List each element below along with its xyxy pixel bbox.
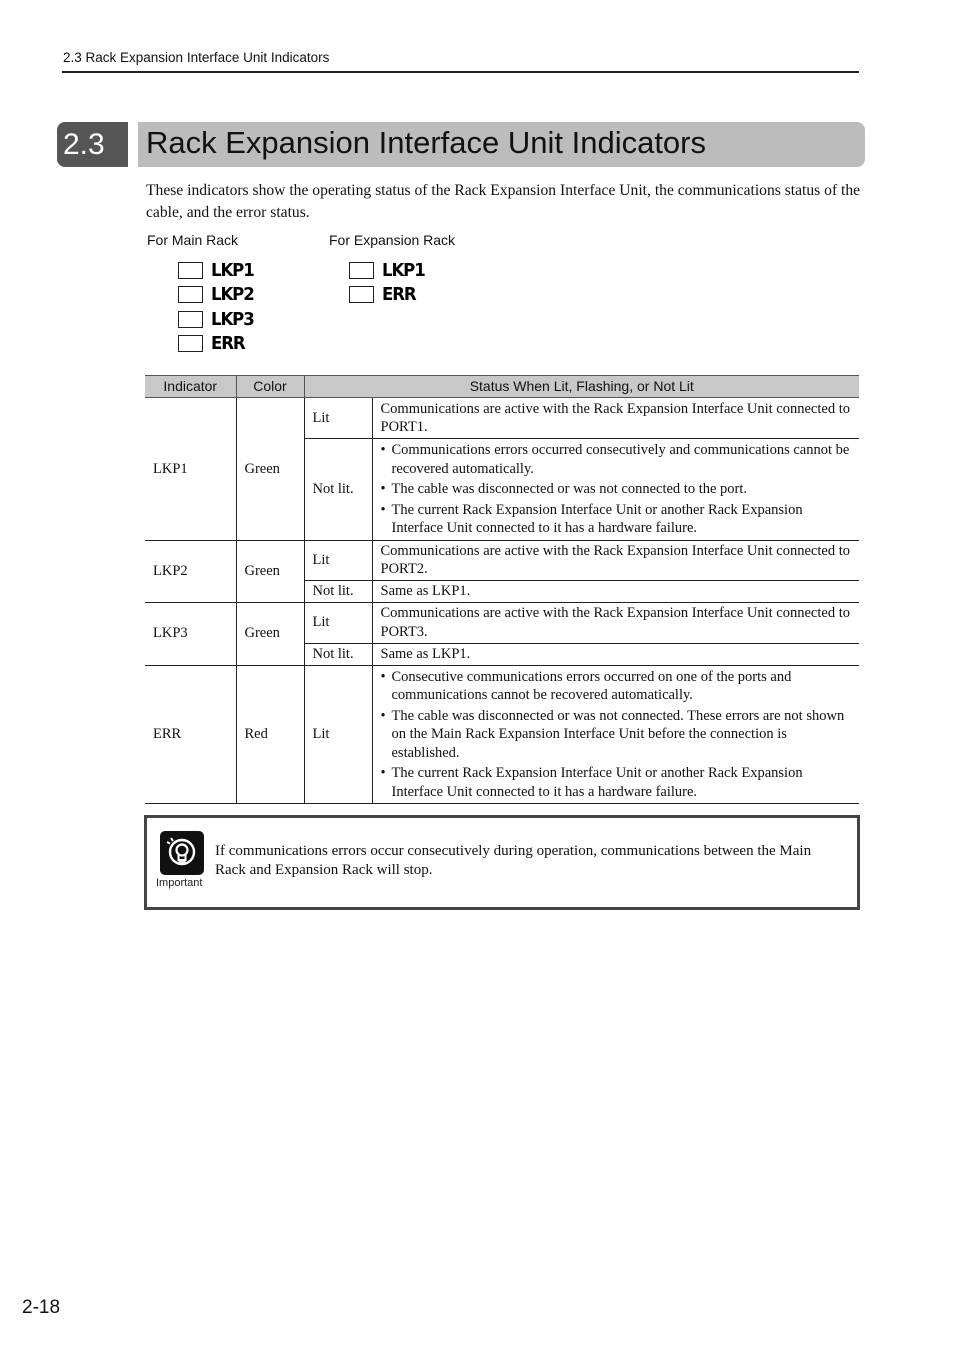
cell-status: Communications are active with the Rack Expansion Interface Unit connected to PORT1. [372,398,859,439]
important-note [144,815,860,910]
cell-status: Communications are active with the Rack Expansion Interface Unit connected to PORT2. [372,540,859,580]
cell-state: Not lit. [304,439,372,541]
cell-color: Green [236,540,304,602]
table-header-row [145,376,859,398]
indicator-label: LKP1 [382,259,425,281]
column-header-color: Color [236,376,304,398]
list-item: • Communications errors occurred consecutively and communications cannot be recovered automatically. [381,441,852,478]
list-item: • Consecutive communications errors occurred on one of the ports and communications cannot be recovered automatically. [381,668,852,705]
cell-indicator: LKP2 [145,540,236,602]
column-header-status: Status When Lit, Flashing, or Not Lit [304,376,859,398]
indicator-box [349,286,374,303]
list-item: • The cable was disconnected or was not connected to the port. [381,480,852,499]
intro-paragraph: These indicators show the operating status of the Rack Expansion Interface Unit, the communications status of the cable, and the error status. [146,182,861,221]
indicator-lamp [349,258,428,283]
indicator-label: LKP2 [211,284,254,306]
main-rack-heading: For Main Rack [147,232,239,248]
cell-indicator: ERR [145,665,236,804]
section-title: Rack Expansion Interface Unit Indicators [146,125,706,160]
running-header: 2.3 Rack Expansion Interface Unit Indicators [63,50,330,65]
cell-status [372,665,859,804]
expansion-rack-indicators [349,258,428,307]
list-item: • The current Rack Expansion Interface Unit or another Rack Expansion Interface Unit connected to it has a hardware failure. [381,501,852,538]
indicator-label: ERR [382,284,416,306]
cell-state: Not lit. [304,580,372,602]
indicator-status-table [145,375,859,804]
cell-color: Green [236,602,304,665]
indicator-box [178,262,203,279]
table-row [145,540,859,580]
cell-status: Same as LKP1. [372,643,859,665]
cell-color: Green [236,398,304,541]
cell-state: Lit [304,540,372,580]
indicator-label: LKP1 [211,259,254,281]
indicator-label: LKP3 [211,308,254,330]
list-item: • The current Rack Expansion Interface Unit or another Rack Expansion Interface Unit connected to it has a hardware failure. [381,764,852,801]
cell-status: Same as LKP1. [372,580,859,602]
section-number: 2.3 [57,122,128,167]
cell-status: Communications are active with the Rack Expansion Interface Unit connected to PORT3. [372,602,859,643]
cell-color: Red [236,665,304,804]
table-row [145,602,859,643]
cell-state: Lit [304,398,372,439]
table-row [145,398,859,439]
status-list [381,668,852,802]
indicator-lamp [178,332,257,357]
important-label: Important [156,877,203,889]
indicator-label: ERR [211,333,245,355]
header-rule [62,71,859,73]
indicator-box [178,286,203,303]
indicator-lamp [178,258,257,283]
cell-indicator: LKP3 [145,602,236,665]
cell-indicator: LKP1 [145,398,236,541]
page-number: 2-18 [22,1297,61,1318]
table-row [145,665,859,804]
expansion-rack-heading: For Expansion Rack [329,232,456,248]
indicator-box [178,335,203,352]
indicator-lamp [178,307,257,332]
main-rack-indicators [178,258,257,356]
cell-state: Lit [304,665,372,804]
indicator-box [349,262,374,279]
indicator-lamp [178,283,257,308]
cell-status [372,439,859,541]
column-header-indicator: Indicator [145,376,236,398]
cell-state: Lit [304,602,372,643]
status-list [381,441,852,538]
important-icon [160,831,204,875]
indicator-lamp [349,283,428,308]
cell-state: Not lit. [304,643,372,665]
important-text: If communications errors occur consecutively during operation, communications between the Main Rack and Expansion Rack will stop. [215,843,812,878]
list-item: • The cable was disconnected or was not connected. These errors are not shown on the Main Rack Expansion Interface Unit before the connection is established. [381,707,852,763]
indicator-box [178,311,203,328]
